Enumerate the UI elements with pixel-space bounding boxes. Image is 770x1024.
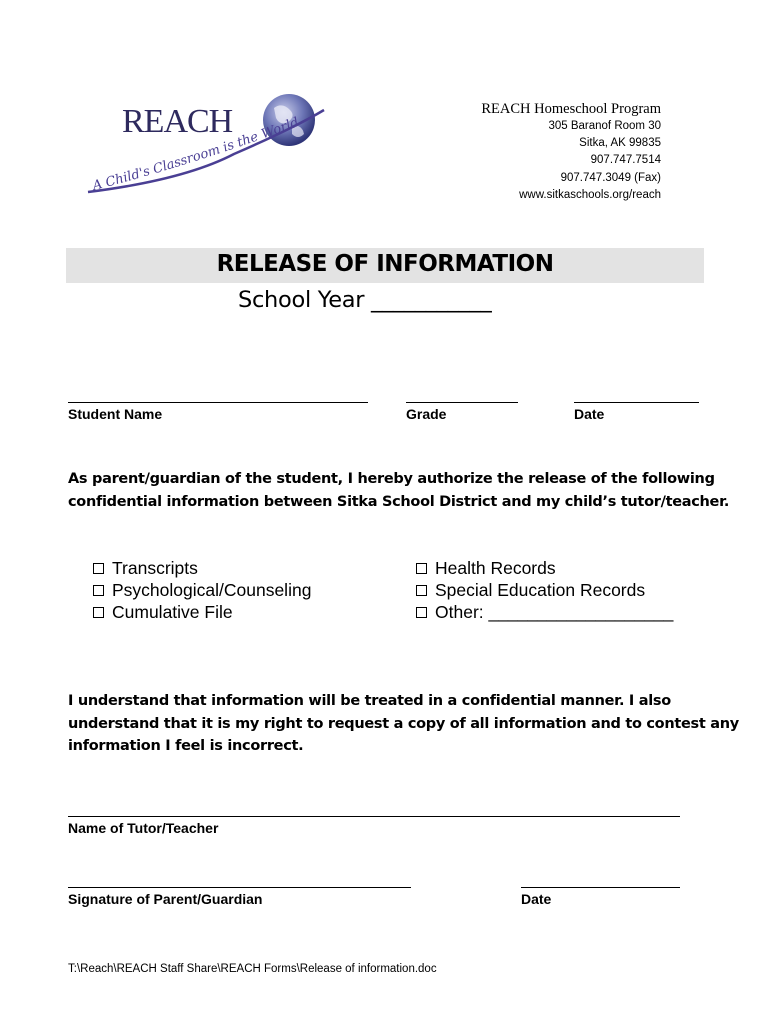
logo-text: REACH [122, 103, 233, 140]
checkbox-icon[interactable] [416, 607, 427, 618]
checkbox-label: Cumulative File [112, 602, 233, 622]
signature-line[interactable] [68, 887, 411, 888]
student-name-label: Student Name [68, 406, 163, 422]
checkbox-other[interactable] [416, 601, 673, 623]
org-contact-block [481, 100, 661, 204]
records-checklist-left [93, 557, 311, 623]
phone-number: 907.747.7514 [590, 154, 661, 167]
file-path-footer: T:\Reach\REACH Staff Share\REACH Forms\Release of information.doc [68, 963, 437, 975]
reach-logo-graphic [84, 92, 334, 198]
understanding-paragraph [68, 690, 739, 758]
checkbox-special-education-records[interactable] [416, 579, 673, 601]
checkbox-label: Special Education Records [435, 580, 646, 600]
website-link[interactable]: www.sitkaschools.org/reach [519, 188, 661, 201]
school-year-field[interactable]: School Year ___________ [238, 287, 492, 313]
authorization-line: As parent/guardian of the student, I hereby authorize the release of the following [68, 471, 715, 487]
signature-date-line[interactable] [521, 887, 680, 888]
org-name: REACH Homeschool Program [481, 101, 661, 117]
checkbox-icon[interactable] [93, 563, 104, 574]
form-title: RELEASE OF INFORMATION [216, 251, 554, 277]
understanding-line: understand that it is my right to request a copy of all information and to contest any [68, 715, 739, 732]
checkbox-icon[interactable] [416, 585, 427, 596]
checkbox-label: Health Records [435, 558, 556, 578]
checkbox-health-records[interactable] [416, 557, 673, 579]
checkbox-transcripts[interactable] [93, 557, 311, 579]
tutor-name-line[interactable] [68, 816, 680, 817]
tutor-name-label: Name of Tutor/Teacher [68, 820, 219, 836]
address-line-2: Sitka, AK 99835 [579, 137, 661, 150]
logo-tagline: A Child's Classroom is the World [91, 115, 301, 194]
reach-logo [84, 92, 334, 198]
checkbox-icon[interactable] [416, 563, 427, 574]
student-name-line[interactable] [68, 402, 368, 403]
checkbox-icon[interactable] [93, 585, 104, 596]
checkbox-icon[interactable] [93, 607, 104, 618]
checkbox-label: Transcripts [112, 558, 198, 578]
signature-date-label: Date [521, 891, 552, 907]
date-label: Date [574, 406, 605, 422]
understanding-line: information I feel is incorrect. [68, 738, 304, 754]
address-line-1: 305 Baranof Room 30 [548, 120, 661, 132]
grade-label: Grade [406, 406, 447, 422]
authorization-line: confidential information between Sitka School District and my child’s tutor/teacher. [68, 493, 730, 510]
checkbox-label: Other: ___________________ [435, 602, 674, 622]
checkbox-cumulative-file[interactable] [93, 601, 311, 623]
signature-label: Signature of Parent/Guardian [68, 891, 263, 907]
grade-line[interactable] [406, 402, 518, 403]
understanding-line: I understand that information will be treated in a confidential manner. I also [68, 693, 671, 709]
fax-number: 907.747.3049 (Fax) [560, 171, 661, 184]
records-checklist-right [416, 557, 673, 623]
authorization-paragraph [68, 468, 729, 513]
date-line[interactable] [574, 402, 699, 403]
checkbox-label: Psychological/Counseling [112, 580, 312, 600]
checkbox-psychological-counseling[interactable] [93, 579, 311, 601]
